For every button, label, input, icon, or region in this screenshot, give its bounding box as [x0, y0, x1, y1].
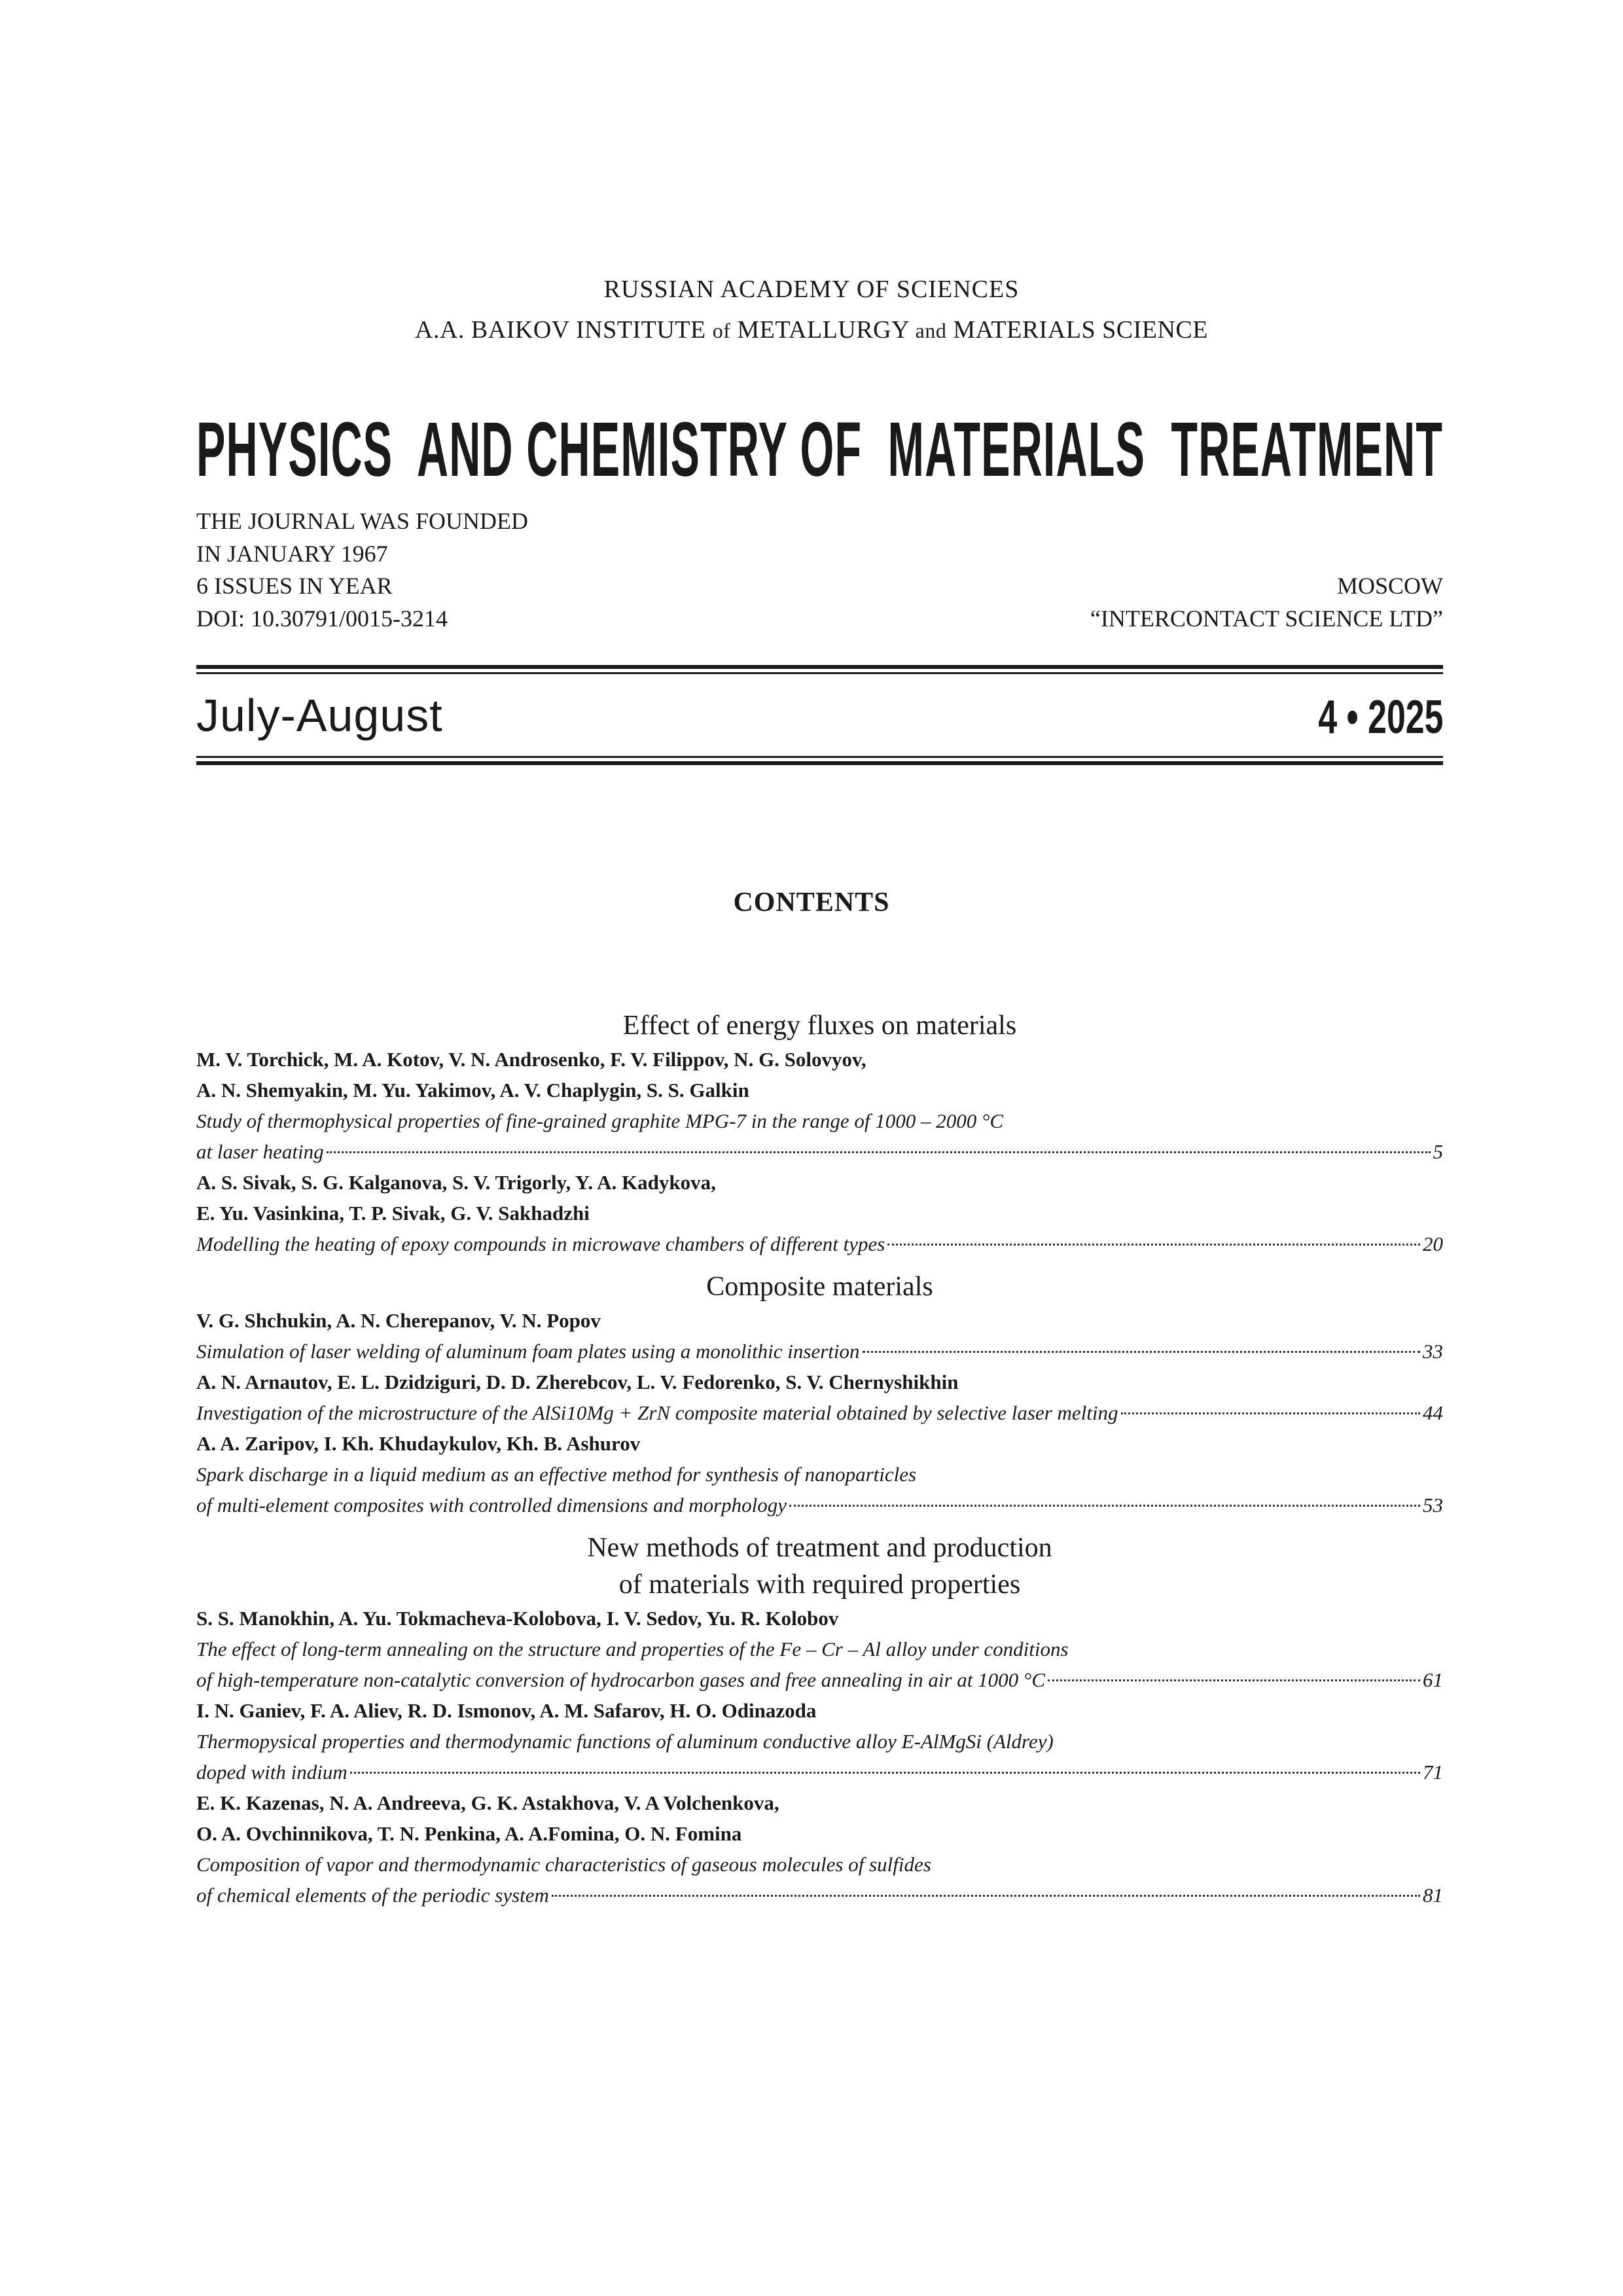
institute-part: and: [915, 319, 947, 342]
toc-entry: [196, 1367, 1443, 1428]
institute-part: METALLURGY: [730, 316, 916, 344]
institute-part: A.A. BAIKOV INSTITUTE: [415, 316, 713, 344]
issue-number: 4 • 2025: [1317, 691, 1443, 744]
entry-authors: A. S. Sivak, S. G. Kalganova, S. V. Trigorly, Y. A. Kadykova,: [196, 1171, 716, 1194]
section-title: [196, 1268, 1443, 1305]
page-number: 33: [1423, 1340, 1443, 1363]
entry-title: at laser heating: [196, 1140, 324, 1163]
entry-title: of chemical elements of the periodic system: [196, 1884, 549, 1907]
entry-authors: S. S. Manokhin, A. Yu. Tokmacheva-Kolobova, I. V. Sedov, Yu. R. Kolobov: [196, 1607, 839, 1630]
publisher-city: MOSCOW: [1336, 573, 1443, 599]
entry-authors: E. Yu. Vasinkina, T. P. Sivak, G. V. Sakhadzhi: [196, 1202, 590, 1225]
toc-section: [196, 1268, 1443, 1520]
entry-title: Investigation of the microstructure of the AlSi10Mg + ZrN composite material obtained by selective laser melting: [196, 1401, 1118, 1424]
divider: [196, 672, 1443, 674]
journal-title: PHYSICS AND CHEMISTRY OF MATERIALS TREATMENT: [196, 406, 1444, 493]
info-line: THE JOURNAL WAS FOUNDED: [196, 508, 529, 534]
section-title: [196, 1007, 1443, 1044]
dot-leader: [327, 1151, 1431, 1153]
entry-title: Study of thermophysical properties of fine-grained graphite MPG-7 in the range of 1000 – 2000 °C: [196, 1109, 1004, 1132]
entry-title: Modelling the heating of epoxy compounds in microwave chambers of different types: [196, 1232, 885, 1255]
page-number: 71: [1423, 1761, 1443, 1784]
section-title-line: New methods of treatment and production: [587, 1533, 1052, 1563]
entry-title: The effect of long-term annealing on the structure and properties of the Fe – Cr – Al alloy under conditions: [196, 1638, 1069, 1660]
dot-leader: [863, 1351, 1420, 1353]
entry-title-row: [196, 1397, 1443, 1428]
info-line: 6 ISSUES IN YEAR: [196, 573, 393, 599]
dot-leader: [552, 1895, 1420, 1897]
info-line: IN JANUARY 1967: [196, 540, 388, 567]
toc-entry: [196, 1167, 1443, 1259]
divider: [196, 756, 1443, 758]
info-line: DOI: 10.30791/0015-3214: [196, 605, 448, 632]
toc-entry: [196, 1787, 1443, 1910]
section-title: [196, 1530, 1443, 1603]
publisher-info: [1090, 570, 1443, 635]
page-number: 81: [1423, 1884, 1443, 1907]
dot-leader: [1048, 1679, 1420, 1681]
table-of-contents: [196, 998, 1443, 1910]
entry-title: Thermopysical properties and thermodynamic functions of aluminum conductive alloy E-AlMgSi (Aldrey): [196, 1730, 1054, 1753]
entry-authors: A. N. Arnautov, E. L. Dzidziguri, D. D. Zherebcov, L. V. Fedorenko, S. V. Chernyshikhin: [196, 1371, 959, 1393]
page-number: 5: [1433, 1140, 1443, 1163]
dot-leader: [789, 1505, 1420, 1507]
entry-authors: A. A. Zaripov, I. Kh. Khudaykulov, Kh. B. Ashurov: [196, 1432, 641, 1455]
entry-authors: O. A. Ovchinnikova, T. N. Penkina, A. A.Fomina, O. N. Fomina: [196, 1822, 742, 1845]
institute-name: [0, 315, 1623, 344]
entry-title-row: [196, 1336, 1443, 1367]
dot-leader: [1121, 1412, 1420, 1414]
issue-month: July-August: [196, 690, 443, 741]
toc-entry: [196, 1044, 1443, 1167]
entry-title-row: [196, 1664, 1443, 1695]
toc-section: [196, 1007, 1443, 1259]
page-number: 44: [1423, 1401, 1443, 1424]
publisher-name: “INTERCONTACT SCIENCE LTD”: [1090, 605, 1443, 632]
toc-entry: [196, 1428, 1443, 1520]
journal-info: [196, 505, 528, 635]
entry-title-row: [196, 1229, 1443, 1259]
toc-section: [196, 1530, 1443, 1910]
dot-leader: [887, 1244, 1420, 1246]
entry-title: of multi-element composites with controlled dimensions and morphology: [196, 1494, 787, 1516]
toc-entry: [196, 1305, 1443, 1367]
institute-part: MATERIALS SCIENCE: [946, 316, 1208, 344]
entry-title: Spark discharge in a liquid medium as an effective method for synthesis of nanoparticles: [196, 1463, 917, 1486]
divider: [196, 761, 1443, 765]
entry-authors: V. G. Shchukin, A. N. Cherepanov, V. N. Popov: [196, 1309, 601, 1332]
entry-title: Simulation of laser welding of aluminum foam plates using a monolithic insertion: [196, 1340, 860, 1363]
entry-authors: E. K. Kazenas, N. A. Andreeva, G. K. Astakhova, V. A Volchenkova,: [196, 1791, 779, 1814]
toc-entry: [196, 1695, 1443, 1787]
contents-heading: CONTENTS: [733, 888, 890, 918]
dot-leader: [350, 1772, 1420, 1774]
entry-title-row: [196, 1136, 1443, 1167]
entry-authors: A. N. Shemyakin, M. Yu. Yakimov, A. V. Chaplygin, S. S. Galkin: [196, 1079, 749, 1102]
page-number: 53: [1423, 1494, 1443, 1516]
entry-authors: I. N. Ganiev, F. A. Aliev, R. D. Ismonov, A. M. Safarov, H. O. Odinazoda: [196, 1699, 817, 1722]
entry-title: of high-temperature non-catalytic conversion of hydrocarbon gases and free annealing in air at 1000 °C: [196, 1668, 1045, 1691]
entry-title-row: [196, 1490, 1443, 1520]
entry-title: Composition of vapor and thermodynamic characteristics of gaseous molecules of sulfides: [196, 1853, 931, 1876]
entry-title-row: [196, 1757, 1443, 1787]
page-number: 61: [1423, 1668, 1443, 1691]
academy-name: RUSSIAN ACADEMY OF SCIENCES: [603, 276, 1020, 303]
entry-title-row: [196, 1880, 1443, 1910]
section-title-line: of materials with required properties: [618, 1570, 1021, 1600]
institute-part: of: [712, 319, 731, 342]
page-number: 20: [1423, 1232, 1443, 1255]
section-title-line: Composite materials: [706, 1272, 933, 1302]
entry-title: doped with indium: [196, 1761, 348, 1784]
divider: [196, 665, 1443, 669]
section-title-line: Effect of energy fluxes on materials: [622, 1011, 1017, 1041]
toc-entry: [196, 1603, 1443, 1695]
entry-authors: M. V. Torchick, M. A. Kotov, V. N. Androsenko, F. V. Filippov, N. G. Solovyov,: [196, 1048, 866, 1071]
